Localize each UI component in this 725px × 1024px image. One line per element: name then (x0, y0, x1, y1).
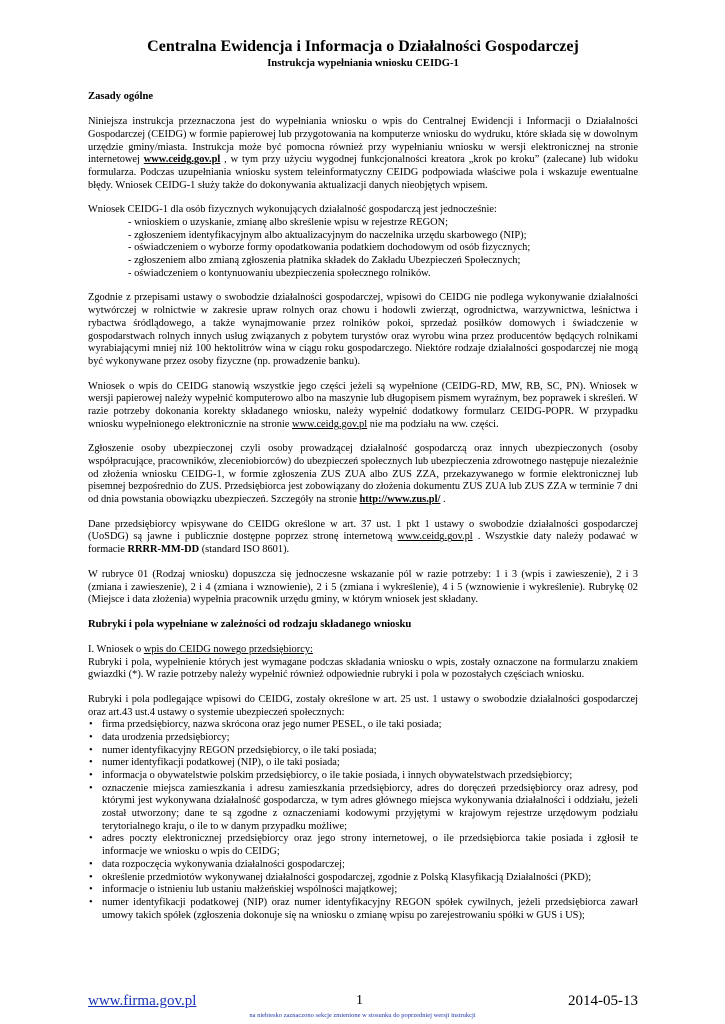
ceidg-link[interactable]: www.ceidg.gov.pl (143, 154, 221, 166)
list-item: - zgłoszeniem identyfikacyjnym albo aktualizacyjnym do naczelnika urzędu skarbowego (NIP); (128, 230, 638, 243)
list-item: • numer identyfikacji podatkowej (NIP), o ile taki posiada; (102, 757, 638, 770)
list-item: • określenie przedmiotów wykonywanej działalności gospodarczej, zgodnie z Polską Klasyfikacją Działalności (PKD); (102, 872, 638, 885)
scope-list (88, 217, 638, 280)
paragraph-intro: Niniejsza instrukcja przeznaczona jest do wypełniania wniosku o wpis do Centralnej Ewidencji i Informacji o Działalności Gospodarczej (CEIDG) w formie papierowej lub przygotowania na komputerze wniosku do wydruku, które składa się w dowolnym urzędzie gminy/miasta. Instrukcja może być pomocna również przy wypełnianiu wniosku w wersji elektronicznej na stronie internetowej www.ceidg.gov.pl , w tym przy użyciu wygodnej funkcjonalności kreatora „krok po kroku” (zalecane) lub widoku formularza. Podczas uzupełniania wniosku system teleinformatyczny CEIDG podpowiada właściwe pola i wskazuje ewentualne błędy. Wniosek CEIDG-1 służy także do dokonywania aktualizacji danych nieobjętych wpisem. (88, 116, 639, 191)
paragraph-public-data: Dane przedsiębiorcy wpisywane do CEIDG określone w art. 37 ust. 1 pkt 1 ustawy o swobodzie działalności gospodarczej (UoSDG) są jawne i publicznie dostępne poprzez stronę internetową www.ceidg.gov.pl . Wszystkie daty należy podawać w formacie RRRR-MM-DD (standard ISO 8601). (88, 518, 638, 556)
page-number: 1 (356, 993, 363, 1008)
paragraph-ceidg-scope: Wniosek CEIDG-1 dla osób fizycznych wykonujących działalność gospodarczą jest jednocześnie: (88, 204, 497, 216)
ceidg-link[interactable]: www.ceidg.gov.pl (292, 418, 368, 430)
paragraph-required-fields: Rubryki i pola, wypełnienie których jest wymagane podczas składania wniosku o wpis, zostały oznaczone na formularzu znakiem gwiazdki (*). W razie potrzeby należy wypełnić również odpowiednie rubryki i pola w pozostałych częściach wniosku. (88, 656, 638, 681)
revision-footnote: na niebiesko zaznaczono sekcje zmienione w stosunku do poprzedniej wersji instrukcji (249, 1012, 476, 1019)
list-item: • numer identyfikacyjny REGON przedsiębiorcy, o ile taki posiada; (102, 745, 638, 758)
paragraph-entry-fields: Rubryki i pola podlegające wpisowi do CEIDG, zostały określone w art. 25 ust. 1 ustawy o swobodzie działalności gospodarczej oraz art.43 ust.4 ustawy o systemie ubezpieczeń społecznych: (88, 693, 638, 718)
document-date: 2014-05-13 (568, 993, 638, 1009)
list-item: • firma przedsiębiorcy, nazwa skrócona oraz jego numer PESEL, o ile taki posiada; (102, 719, 638, 732)
paragraph-parts: Wniosek o wpis do CEIDG stanowią wszystkie jego części jeżeli są wypełnione (CEIDG-RD, MW, RB, SC, PN). Wniosek w wersji papierowej należy wypełnić komputerowo albo na maszynie lub długopisem pismem wyraźnym, bez poprawek i skreśleń. W razie potrzeby dokonania korekty składanego wniosku, należy wypełnić dodatkowy formularz CEIDG-POPR. W przypadku wniosku wypełnionego elektronicznie na stronie www.ceidg.gov.pl nie ma podziału na ww. części. (88, 380, 638, 430)
entry-fields-list (88, 719, 638, 922)
document-page (88, 38, 638, 922)
section-heading-fields: Rubryki i pola wypełniane w zależności od rodzaju składanego wniosku (88, 618, 412, 630)
list-item: • adres poczty elektronicznej przedsiębiorcy oraz jego strony internetowej, o ile przedsiębiorca takie posiada i zgłosił te informacje we wniosku o wpis do CEIDG; (102, 833, 638, 858)
list-item: - oświadczeniem o wyborze formy opodatkowania podatkiem dochodowym od osób fizycznych; (128, 242, 638, 255)
paragraph-exclusions: Zgodnie z przepisami ustawy o swobodzie działalności gospodarczej, wpisowi do CEIDG nie podlega wykonywanie działalności wytwórczej w rolnictwie w zakresie upraw rolnych oraz chowu i hodowli zwierząt, ogrodnictwa, warzywnictwa, leśnictwa i rybactwa śródlądowego, a także wynajmowanie przez rolników pokoi, sprzedaż posiłków domowych i świadczenie w gospodarstwach rolnych innych usług związanych z pobytem turystów oraz wyrobu wina przez producentów będących rolnikami wyrabiającymi mniej niż 100 hektolitrów wina w ciągu roku gospodarczego. Niektóre rodzaje działalności gospodarczej nie mogą być wykonywane przez osoby fizyczne (np. prowadzenie banku). (88, 292, 638, 367)
footer-url-link[interactable]: www.firma.gov.pl (88, 993, 197, 1009)
list-item: - oświadczeniem o kontynuowaniu ubezpieczenia społecznego rolników. (128, 268, 638, 281)
list-item: • informacje o istnieniu lub ustaniu małżeńskiej wspólności majątkowej; (102, 884, 638, 897)
list-item: • numer identyfikacji podatkowej (NIP) oraz numer identyfikacyjny REGON spółek cywilnych, jeżeli przedsiębiorca zawarł umowy takich spółek (zgłoszenia dokonuje się na wniosku o zmianę wpisu po zarejestrowaniu spółki w GUS i US); (102, 897, 638, 922)
list-item: - wnioskiem o uzyskanie, zmianę albo skreślenie wpisu w rejestrze REGON; (128, 217, 638, 230)
paragraph-zus: Zgłoszenie osoby ubezpieczonej czyli osoby prowadzącej działalność gospodarczą oraz innych ubezpieczonych (osoby współpracujące, pracowników, zleceniobiorców) do ubezpieczeń społecznych lub ubezpieczenia zdrowotnego następuje niezależnie od złożenia wniosku CEIDG-1, w formie zgłoszenia ZUS ZUA albo ZUS ZZA, przekazywanego w formie elektronicznej lub pisemnej bezpośrednio do ZUS. Przedsiębiorca jest zobowiązany do złożenia dokumentu ZUS ZUA lub ZUS ZZA w terminie 7 dni od dnia powstania obowiązku ubezpieczeń. Szczegóły na stronie http://www.zus.pl/ . (88, 443, 638, 506)
section-heading-general: Zasady ogólne (88, 91, 154, 103)
paragraph-rubric-01: W rubryce 01 (Rodzaj wniosku) dopuszcza się jednoczesne wskazanie pól w razie potrzeby: 1 i 3 (wpis i zawieszenie), 2 i 3 (zmiana i zawieszenie), 2 i 4 (zmiana i wznowienie), 2 i 5 (zmiana i wykreślenie), 4 i 5 (wznowienie i wykreślenie). Rubrykę 02 (Miejsce i data złożenia) wypełnia pracownik urzędu gminy, w którym wniosek jest składany. (88, 568, 638, 606)
page-footer (88, 993, 638, 1013)
document-subtitle: Instrukcja wypełniania wniosku CEIDG-1 (267, 58, 459, 70)
subsection-heading-new-entry: I. Wniosek o wpis do CEIDG nowego przedsiębiorcy: (88, 643, 313, 655)
zus-link[interactable]: http://www.zus.pl/ (359, 494, 441, 506)
list-item: • oznaczenie miejsca zamieszkania i adresu zamieszkania przedsiębiorcy, adres do doręczeń przedsiębiorcy oraz adresy, pod którymi jest wykonywana działalność gospodarcza, w tym adres głównego miejsca wykonywania działalności i oddziału, jeżeli został utworzony; dane te są zgodne z oznaczeniami kodowymi przyjętymi w krajowym rejestrze urzędowym podziału terytorialnego kraju, o ile to w danym przypadku możliwe; (102, 783, 638, 834)
document-title: Centralna Ewidencja i Informacja o Działalności Gospodarczej (147, 38, 579, 55)
list-item: • data urodzenia przedsiębiorcy; (102, 732, 638, 745)
ceidg-link[interactable]: www.ceidg.gov.pl (397, 531, 473, 543)
list-item: • informacja o obywatelstwie polskim przedsiębiorcy, o ile takie posiada, i innych obywatelstwach przedsiębiorcy; (102, 770, 638, 783)
list-item: - zgłoszeniem albo zmianą zgłoszenia płatnika składek do Zakładu Ubezpieczeń Społecznych; (128, 255, 638, 268)
list-item: • data rozpoczęcia wykonywania działalności gospodarczej; (102, 859, 638, 872)
